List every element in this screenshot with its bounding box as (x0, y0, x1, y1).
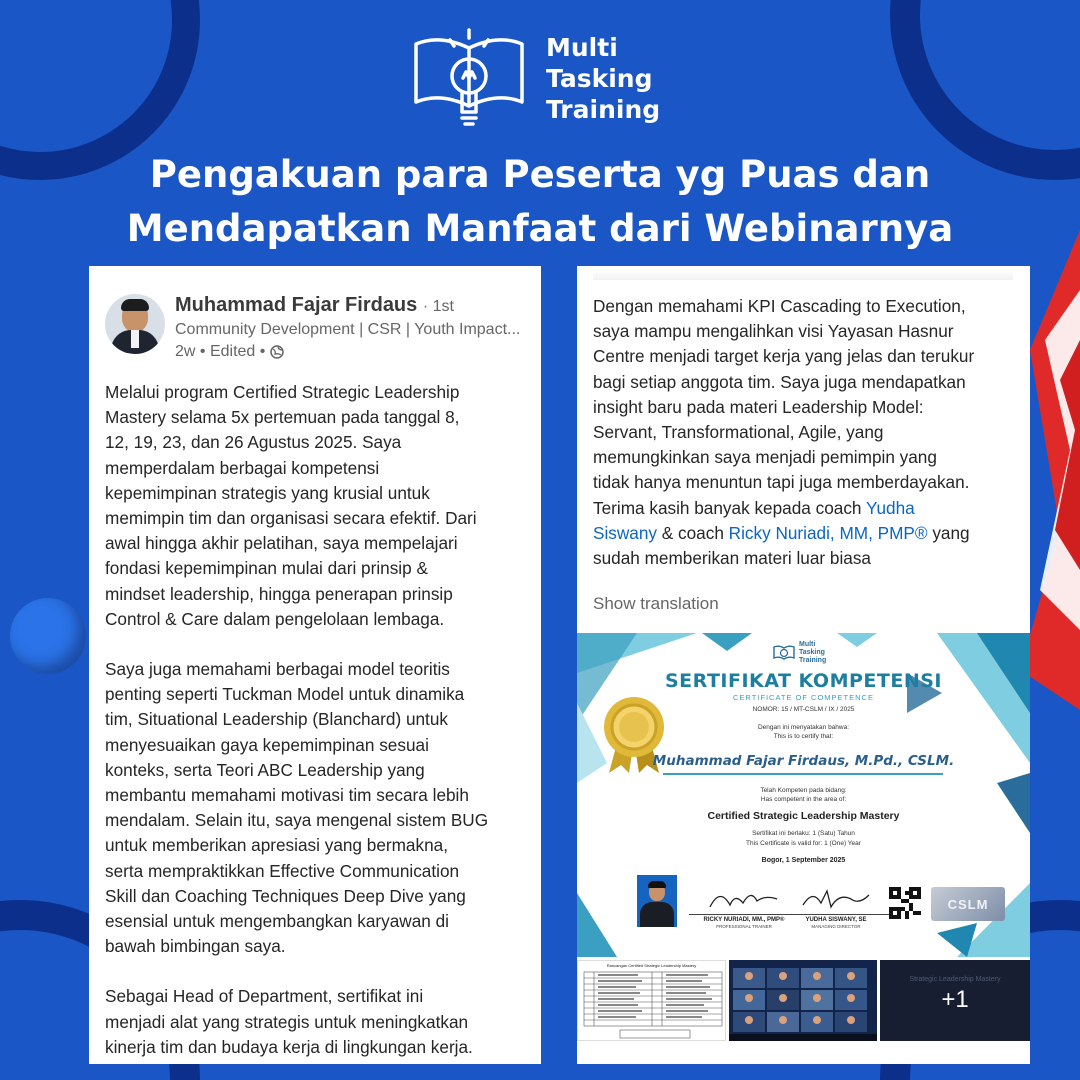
text-line: menjadi alat yang strategis untuk meningkatkan (105, 1011, 469, 1032)
text-line: tidak hanya menuntun tapi juga memberdayakan. (593, 472, 970, 493)
table-grid (580, 970, 726, 1040)
text-line: memungkinkan saya menjadi pemimpin yang (593, 447, 937, 468)
cert-program: Certified Strategic Leadership Mastery (707, 810, 900, 822)
text-line: untuk memberikan apresiasi yang bermakna, (105, 835, 448, 856)
thanks-line (593, 498, 915, 518)
text-line: Mastery selama 5x pertemuan pada tanggal 8, (105, 407, 460, 428)
right-post-screenshot (577, 266, 1030, 1064)
text-line: Dengan memahami KPI Cascading to Execution, (593, 296, 966, 316)
author-headline: Community Development | CSR | Youth Impact... (175, 321, 521, 338)
post-body-continued (593, 294, 1025, 571)
text-line: Servant, Transformational, Agile, yang (593, 422, 884, 443)
and-coach-text: & coach (657, 522, 729, 543)
show-translation-link[interactable]: Show translation (593, 594, 719, 613)
cert-title: SERTIFIKAT KOMPETENSI (665, 670, 942, 692)
text-line: membantu memahami motivasi tim secara lebih (105, 785, 469, 806)
thumbnail-curriculum-table[interactable] (577, 960, 726, 1041)
signature-yudha (795, 885, 875, 915)
brand-line-1: Multi (546, 32, 618, 62)
signature-ricky (705, 885, 785, 915)
text-line: bagi setiap anggota tim. Saya juga mendapatkan (593, 371, 966, 392)
signer-yudha-name: YUDHA SISWANY, SE (781, 914, 891, 923)
text-line: Centre menjadi target kerja yang jelas dan terukur (593, 346, 975, 367)
coach-mention-yudha[interactable]: Yudha (865, 497, 915, 518)
text-line: Control & Care dalam pengelolaan lembaga. (105, 608, 445, 629)
certificate-image[interactable] (577, 633, 1030, 957)
cert-brand-line: Tasking (799, 649, 825, 656)
left-blue-ball (10, 598, 86, 674)
text-line: saya mampu mengalihkan visi Yayasan Hasnur (593, 321, 954, 342)
text-line: konteks, serta Teori ABC Leadership yang (105, 759, 425, 780)
text-line: mendalam. Selain itu, saya mengenal sistem BUG (105, 810, 489, 831)
brand-name (546, 32, 660, 125)
cert-place-date: Bogor, 1 September 2025 (761, 857, 846, 864)
cert-number: NOMOR: 15 / MT-CSLM / IX / 2025 (752, 706, 855, 713)
author-info (175, 294, 520, 361)
cslm-badge-text: CSLM (947, 896, 989, 912)
book-bulb-icon (773, 643, 795, 663)
text-line: memimpin tim dan organisasi secara efektif. Dari (105, 508, 477, 529)
signer-ricky-name: RICKY NURIADI, MM., PMP® (689, 914, 799, 923)
post-meta-text: 2w • Edited • (175, 343, 266, 360)
cert-declare-id: Dengan ini menyatakan bahwa: (757, 724, 850, 731)
signer-ricky-role: PROFESSIONAL TRAINER (716, 924, 772, 929)
text-line: tim, Situational Leadership (Blanchard) untuk (105, 709, 448, 730)
headline-line-2: Mendapatkan Manfaat dari Webinarnya (126, 207, 954, 250)
thumb-table-title: Rancangan Certified Strategic Leadership Mastery (606, 963, 697, 968)
cert-name-underline (663, 773, 943, 775)
cert-competent-en: Has competent in the area of: (760, 796, 847, 803)
thumbnail-zoom-session[interactable] (729, 960, 877, 1041)
text-line: bawah bimbingan saya. (105, 936, 286, 957)
text-line: kinerja tim dan budaya kerja di lingkungan kerja. (105, 1036, 473, 1057)
author-name-row (175, 294, 520, 317)
text-line: mindset leadership, hingga penerapan prinsip (105, 583, 453, 604)
text-line: Melalui program Certified Strategic Leadership (105, 382, 460, 402)
thumbnail-more-media[interactable] (880, 960, 1030, 1041)
text-line: Skill dan Coaching Techniques Deep Dive yang (105, 885, 466, 906)
more-count: +1 (941, 986, 969, 1013)
text-line: memperdalam berbagai kompetensi (105, 457, 380, 478)
brand-logo (410, 26, 660, 130)
cert-recipient-photo (637, 875, 677, 927)
post-meta (175, 343, 520, 361)
cert-competent-id: Telah Kompeten pada bidang: (760, 787, 847, 794)
avatar[interactable] (105, 294, 165, 354)
text-line: penting seperti Tuckman Model untuk dinamika (105, 684, 465, 705)
text-line: menyesuaikan gaya kepemimpinan sesuai (105, 734, 429, 755)
cert-recipient-name: Muhammad Fajar Firdaus, M.Pd., CSLM. (652, 753, 955, 769)
left-post-screenshot (89, 266, 541, 1064)
text-line: Saya juga memahami berbagai model teoritis (105, 659, 450, 680)
post-paragraph-3 (105, 984, 535, 1060)
text-line: insight baru pada materi Leadership Model: (593, 396, 924, 417)
clipped-text-edge (593, 270, 1013, 280)
signer-yudha-role: MANAGING DIRECTOR (811, 924, 861, 929)
media-thumbnails (577, 957, 1030, 1041)
qr-code-icon (889, 887, 921, 919)
after-coach-text: yang (927, 522, 970, 543)
cert-brand-line: Training (799, 657, 827, 664)
cslm-badge (931, 887, 1005, 921)
book-bulb-icon (410, 26, 528, 130)
post-paragraph-2 (105, 657, 535, 959)
globe-icon (270, 345, 284, 359)
text-line: kepemimpinan strategis yang krusial untuk (105, 482, 430, 503)
cert-subtitle: CERTIFICATE OF COMPETENCE (733, 693, 874, 702)
cert-brand (799, 641, 826, 665)
post-body (105, 380, 535, 1064)
text-line: awal hingga akhir pelatihan, saya mempelajari (105, 533, 458, 554)
thanks-prefix: Terima kasih banyak kepada coach (593, 497, 866, 518)
page-headline (0, 148, 1080, 256)
text-line: 12, 19, 23, dan 26 Agustus 2025. Saya (105, 432, 402, 453)
video-call-grid (729, 960, 877, 1041)
coach-mention-yudha-cont[interactable]: Siswany (593, 522, 657, 543)
cert-valid-id: Sertifikat ini berlaku: 1 (Satu) Tahun (752, 830, 855, 837)
cert-brand-line: Multi (799, 641, 816, 648)
text-line: esensial untuk mengembangkan karyawan di (105, 911, 449, 932)
text-line: fondasi kepemimpinan mulai dari prinsip & (105, 558, 428, 579)
coach-mention-ricky[interactable]: Ricky Nuriadi, MM, PMP® (728, 522, 928, 543)
cert-valid-en: This Certificate is valid for: 1 (One) Year (746, 840, 861, 847)
post-paragraph-1 (105, 380, 535, 632)
connection-degree: · 1st (422, 298, 454, 315)
text-line: sudah memberikan materi luar biasa (593, 548, 871, 569)
post-author-header (105, 294, 520, 361)
cert-declare-en: This is to certify that: (773, 733, 834, 740)
cert-logo (773, 641, 826, 665)
text-line: serta mempraktikkan Effective Communication (105, 860, 460, 881)
text-line: Sebagai Head of Department, sertifikat ini (105, 986, 424, 1007)
brand-line-2: Tasking (546, 63, 653, 93)
author-name[interactable]: Muhammad Fajar Firdaus (175, 294, 418, 316)
coach-line (593, 523, 970, 543)
headline-line-1: Pengakuan para Peserta yg Puas dan (149, 153, 931, 196)
brand-line-3: Training (546, 94, 661, 124)
